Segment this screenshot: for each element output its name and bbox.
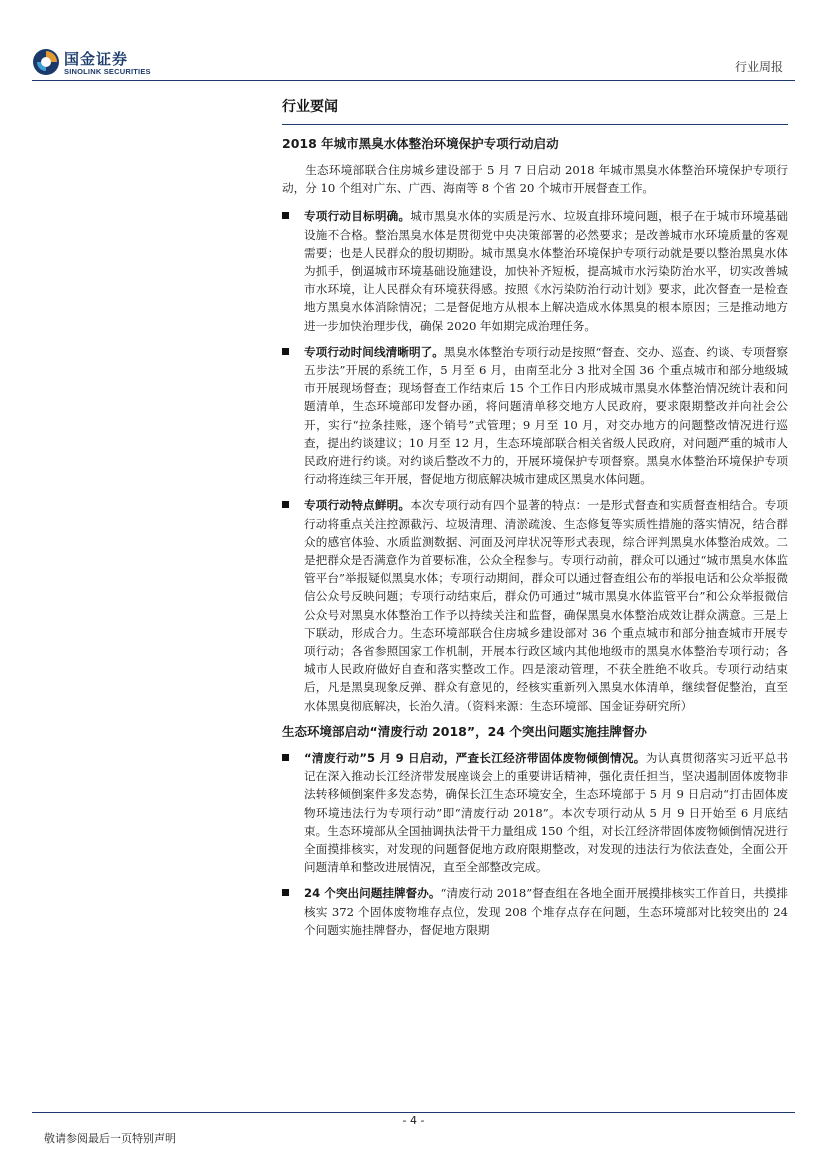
- bullet-lead: 专项行动时间线清晰明了。: [304, 344, 444, 359]
- bullet-text: 为认真贯彻落实习近平总书记在深入推动长江经济带发展座谈会上的重要讲话精神，强化责任担当，坚决遏制固体废物非法转移倾倒案件多发态势，确保长江生态环境安全，生态环境部于 5 月 9 日启动“打击固体废物环境违法行为专项行动”即“清废行动 2018”。本次专项行动从 5 月 9 日开始至 6 月底结束。生态环境部从全国抽调执法骨干力量组成 150 个组，对长江经济带固体废物倾倒情况进行全面摸排核实，对发现的问题督促地方政府限期整改，对发现的违法行为依法查处，全面公开问题清单和整改进展情况，直至全部整改完成。: [304, 750, 789, 875]
- bullet-item: [282, 207, 788, 334]
- bullet-item: [282, 496, 788, 714]
- bullet-lead: “清废行动”5 月 9 日启动，严查长江经济带固体废物倾倒情况。: [304, 750, 646, 765]
- header-divider: [32, 80, 795, 81]
- bullet-text: 本次专项行动有四个显著的特点：一是形式督查和实质督查相结合。专项行动将重点关注控源截污、垃圾清理、清淤疏浚、生态修复等实质性措施的落实情况，结合群众的感官体验、水质监测数据、河面及河岸状况等形式表现，综合评判黑臭水体整治成效。二是把群众是否满意作为首要标准，公众全程参与。专项行动前，群众可以通过“城市黑臭水体监管平台”举报疑似黑臭水体；专项行动期间，群众可以通过督查组公布的举报电话和公众举报微信公众号反映问题；专项行动结束后，群众仍可通过“城市黑臭水体监管平台”和公众举报微信公众号对黑臭水体整治工作予以持续关注和监督，确保黑臭水体整治成效让群众满意。三是上下联动，形成合力。生态环境部联合住房城乡建设部对 36 个重点城市和部分抽查城市开展专项行动；各省参照国家工作机制，开展本行政区域内其他地级市的黑臭水体整治专项行动；各城市人民政府做好自查和落实整改工作。四是滚动管理，不获全胜绝不收兵。专项行动结束后，凡是黑臭现象反弹、群众有意见的，经核实重新列入黑臭水体清单，继续督促整治，直至水体黑臭彻底解决，长治久清。（资料来源：生态环境部、国金证券研究所）: [304, 498, 788, 713]
- bullet-lead: 24 个突出问题挂牌督办。: [304, 886, 441, 901]
- report-type: 行业周报: [734, 60, 783, 74]
- story-intro: 生态环境部联合住房城乡建设部于 5 月 7 日启动 2018 年城市黑臭水体整治环境保护专项行动，分 10 个组对广东、广西、海南等 8 个省 20 个城市开展督查工作。: [282, 163, 788, 196]
- square-bullet-icon: [282, 212, 289, 219]
- bullet-lead: 专项行动特点鲜明。: [304, 498, 411, 513]
- section-title: 行业要闻: [282, 99, 338, 115]
- bullet-text: 城市黑臭水体的实质是污水、垃圾直排环境问题，根子在于城市环境基础设施不合格。整治黑臭水体是贯彻党中央决策部署的必然要求；是改善城市水环境质量的客观需要；也是人民群众的殷切期盼。城市黑臭水体整治环境保护专项行动就是要以整治黑臭水体为抓手，倒逼城市环境基础设施建设，加快补齐短板，提高城市水污染防治水平，切实改善城市水环境，让人民群众有环境获得感。按照《水污染防治行动计划》要求，此次督查一是检查地方黑臭水体消除情况；二是督促地方从根本上解决造成水体黑臭的根本原因；三是推动地方进一步加快治理步伐，确保 2020 年如期完成治理任务。: [304, 209, 788, 333]
- story-title: 2018 年城市黑臭水体整治环境保护专项行动启动: [282, 136, 559, 151]
- main-content: [282, 96, 788, 947]
- bullet-item: [282, 884, 788, 939]
- bullet-item: [282, 749, 788, 876]
- page-number: - 4 -: [402, 1114, 425, 1127]
- bullet-item: [282, 343, 788, 489]
- bullet-lead: 专项行动目标明确。: [304, 209, 411, 224]
- story-title: 生态环境部启动“清废行动 2018”，24 个突出问题实施挂牌督办: [282, 723, 647, 739]
- footer-disclaimer: 敬请参阅最后一页特别声明: [44, 1132, 176, 1145]
- bullet-text: 黑臭水体整治专项行动是按照“督查、交办、巡查、约谈、专项督察五步法”开展的系统工作，5 月至 6 月，由南至北分 3 批对全国 36 个重点城市和部分地级城市开展现场督查；现场督查工作结束后 15 个工作日内形成城市黑臭水体整治情况统计表和问题清单，生态环境部印发督办函，将问题清单移交地方人民政府，要求限期整改并向社会公开，实行“拉条挂账，逐个销号”式管理；9 月至 10 月，对交办地方的问题整改情况进行巡查，提出约谈建议；10 月至 12 月，生态环境部联合相关省级人民政府，对问题严重的城市人民政府进行约谈。对约谈后整改不力的，开展环境保护专项督察。黑臭水体整治环境保护专项行动将连续三年开展，督促地方彻底解决城市建成区黑臭水体问题。: [304, 344, 788, 487]
- square-bullet-icon: [282, 348, 289, 355]
- bullet-text: “清废行动 2018”督查组在各地全面开展摸排核实工作首日，共摸排核实 372 个固体废物堆存点位，发现 208 个堆存点存在问题，生态环境部对比较突出的 24 个问题实施挂牌督办，督促地方限期: [304, 886, 789, 937]
- square-bullet-icon: [282, 754, 289, 761]
- section-title-divider: [282, 124, 788, 125]
- sinolink-logo-icon: [32, 48, 60, 76]
- company-logo: [32, 48, 192, 76]
- logo-chinese-name: 国金证券: [64, 50, 129, 68]
- footer-divider: [32, 1112, 795, 1113]
- square-bullet-icon: [282, 889, 289, 896]
- square-bullet-icon: [282, 501, 289, 508]
- logo-english-name: SINOLINK SECURITIES: [64, 67, 151, 76]
